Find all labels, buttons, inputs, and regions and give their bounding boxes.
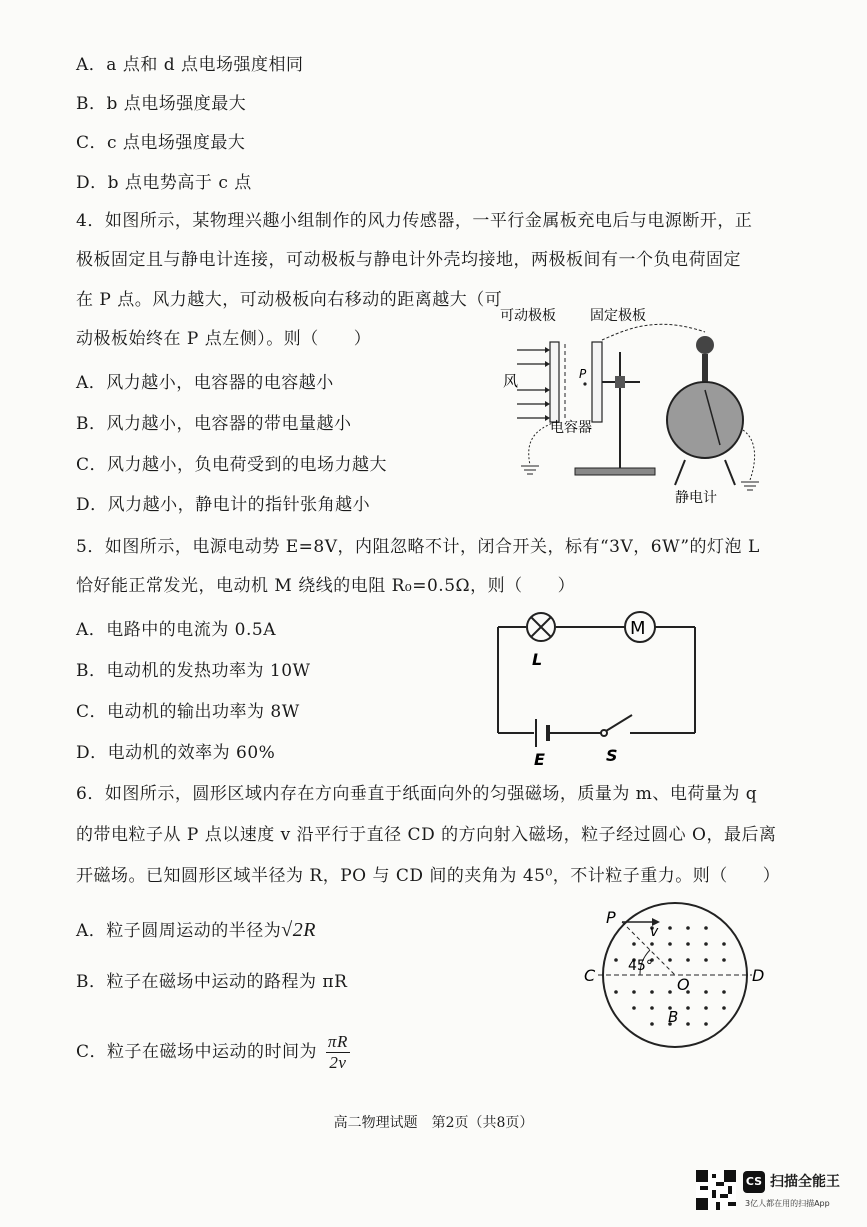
q6-option-c-text: C．粒子在磁场中运动的时间为: [76, 1042, 318, 1062]
qr-code-icon: [696, 1170, 736, 1210]
fixed-plate-label: 固定极板: [590, 308, 646, 324]
q5-option-d: D．电动机的效率为 60%: [76, 743, 276, 763]
q4-stem-line1: 4．如图所示，某物理兴趣小组制作的风力传感器，一平行金属板充电后与电源断开，正: [76, 211, 753, 231]
field-dot: [650, 942, 654, 946]
motor-label: M: [630, 618, 646, 639]
q4-stem-line4: 动极板始终在 P 点左侧）。则（ ）: [76, 329, 372, 349]
q6-option-a: [76, 916, 316, 942]
field-dot: [632, 1006, 636, 1010]
switch-label: S: [606, 746, 618, 765]
fixed-plate: [592, 342, 602, 422]
wind-arrows: [517, 350, 545, 418]
q6-option-a-text: A．粒子圆周运动的半径为: [76, 921, 282, 941]
q6-option-c: [76, 1032, 350, 1073]
field-dot: [704, 990, 708, 994]
field-dot: [704, 1006, 708, 1010]
q6-stem-line2: 的带电粒子从 P 点以速度 v 沿平行于直径 CD 的方向射入磁场，粒子经过圆心 O，最后离: [76, 825, 777, 845]
angle-label: 45°: [628, 958, 653, 974]
field-dot: [722, 990, 726, 994]
q4-option-a: A．风力越小，电容器的电容越小: [76, 373, 334, 393]
magnetic-field-figure: [580, 900, 770, 1080]
circuit-figure: [490, 605, 705, 770]
q5-option-a: A．电路中的电流为 0.5A: [76, 620, 276, 640]
field-dot: [704, 1022, 708, 1026]
q5-stem-line2: 恰好能正常发光，电动机 M 绕线的电阻 R₀=0.5Ω，则（ ）: [76, 576, 576, 596]
electroscope-body: [667, 382, 743, 458]
velocity-label: v: [650, 924, 659, 940]
field-dot: [704, 926, 708, 930]
q6-option-a-expr: √2R: [281, 919, 316, 941]
q4-stem-line3: 在 P 点。风力越大，可动极板向右移动的距离越大（可: [76, 290, 503, 310]
field-dot: [632, 942, 636, 946]
point-p-label: P: [579, 367, 587, 381]
electroscope-label: 静电计: [675, 490, 717, 506]
source-label: E: [534, 750, 545, 769]
q4-option-b: B．风力越小，电容器的带电量越小: [76, 414, 352, 434]
q4-option-d: D．风力越小，静电计的指针张角越小: [76, 495, 371, 515]
field-dot: [686, 926, 690, 930]
page-footer: 高二物理试题 第2页（共8页）: [333, 1115, 534, 1131]
field-dot: [722, 1006, 726, 1010]
movable-plate: [550, 342, 559, 422]
field-dot: [722, 958, 726, 962]
field-dot: [686, 1022, 690, 1026]
field-dot: [668, 990, 672, 994]
field-dot: [632, 990, 636, 994]
field-dot: [722, 942, 726, 946]
field-dot: [650, 1022, 654, 1026]
field-dot: [668, 926, 672, 930]
q3-option-d: D．b 点电势高于 c 点: [76, 173, 252, 193]
field-dot: [686, 1006, 690, 1010]
fraction-denominator: 2v: [329, 1053, 347, 1072]
point-b-label: B: [668, 1008, 679, 1026]
wind-sensor-figure: [495, 300, 775, 510]
q5-option-b: B．电动机的发热功率为 10W: [76, 661, 311, 681]
field-dot: [704, 942, 708, 946]
lamp-label: L: [532, 650, 543, 669]
field-dot: [704, 958, 708, 962]
field-dot: [650, 990, 654, 994]
field-dot: [668, 942, 672, 946]
q4-stem-line2: 极板固定且与静电计连接，可动极板与静电计外壳均接地，两极板间有一个负电荷固定: [76, 250, 741, 270]
switch-lever: [606, 715, 632, 731]
field-dot: [614, 958, 618, 962]
point-p-label: P: [606, 908, 616, 927]
q6-option-b: B．粒子在磁场中运动的路程为 πR: [76, 972, 348, 992]
electroscope-knob: [696, 336, 714, 354]
field-dot: [650, 1006, 654, 1010]
center-o-label: O: [677, 975, 690, 994]
wind-label: 风: [503, 372, 519, 390]
q5-option-c: C．电动机的输出功率为 8W: [76, 702, 300, 722]
fraction-numerator: πR: [327, 1032, 348, 1051]
q3-option-c: C．c 点电场强度最大: [76, 133, 246, 153]
coiled-wire: [602, 324, 705, 340]
q3-option-b: B．b 点电场强度最大: [76, 94, 247, 114]
field-dot: [614, 990, 618, 994]
stand-base: [575, 468, 655, 475]
scanner-app-name: 扫描全能王: [770, 1174, 840, 1190]
field-dot: [686, 942, 690, 946]
q4-option-c: C．风力越小，负电荷受到的电场力越大: [76, 455, 388, 475]
q6-stem-line3: 开磁场。已知圆形区域半径为 R，PO 与 CD 间的夹角为 45⁰，不计粒子重力。则（ ）: [76, 866, 781, 886]
field-dot: [668, 958, 672, 962]
q6-option-c-fraction: [326, 1032, 350, 1073]
scanner-tagline: 3亿人都在用的扫描App: [745, 1199, 830, 1208]
field-dot: [686, 958, 690, 962]
point-d-label: D: [752, 966, 765, 985]
scanner-logo: CS: [743, 1171, 765, 1193]
q3-option-a: A．a 点和 d 点电场强度相同: [76, 55, 304, 75]
movable-plate-label: 可动极板: [500, 308, 556, 324]
q5-stem-line1: 5．如图所示，电源电动势 E=8V，内阻忽略不计，闭合开关，标有“3V，6W”的灯泡 L: [76, 537, 760, 557]
point-p: [583, 382, 586, 385]
point-c-label: C: [584, 966, 596, 985]
capacitor-label: 电容器: [550, 420, 592, 436]
q6-stem-line1: 6．如图所示，圆形区域内存在方向垂直于纸面向外的匀强磁场，质量为 m、电荷量为 q: [76, 784, 758, 804]
